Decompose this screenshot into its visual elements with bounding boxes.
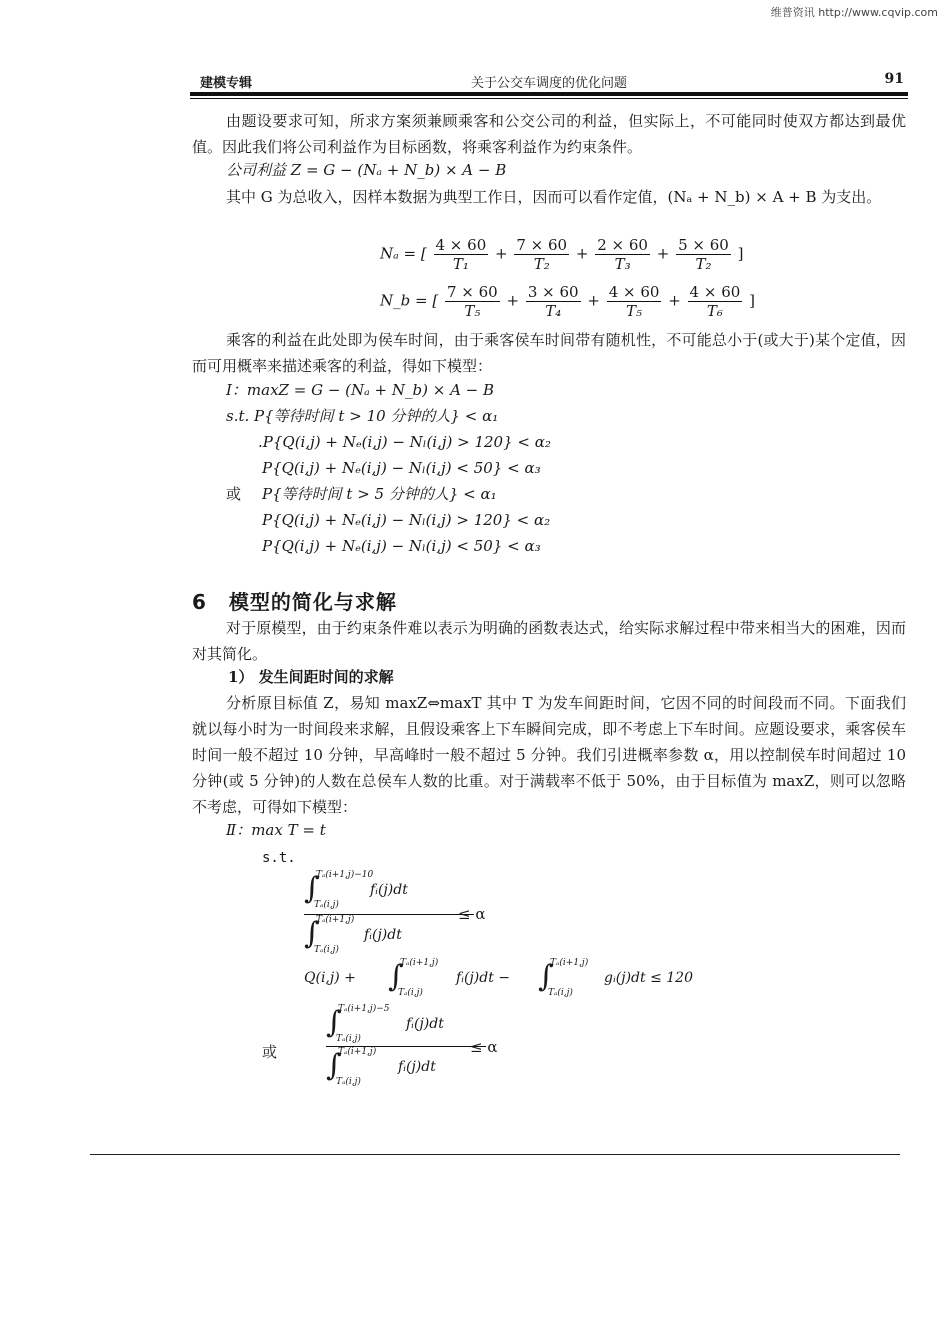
journal-section: 建模专辑 (200, 76, 253, 91)
section-heading (192, 586, 397, 615)
paragraph-simplify: 对于原模型，由于约束条件难以表示为明确的函数表达式，给实际求解过程中带来相当大的困难，因而对其简化。 (192, 619, 906, 663)
paragraph-passenger: 乘客的利益在此处即为侯车时间，由于乘客侯车时间带有随机性，不可能总小于(或大于)某个定值，因而可用概率来描述乘客的利益，得如下模型： (192, 331, 906, 375)
model2-leq-alpha-2: ≤ α (470, 1038, 498, 1056)
watermark: 维普资讯 http://www.cqvip.com (770, 6, 938, 19)
subsection-heading: 1） 发生间距时间的求解 (228, 668, 394, 686)
section-title: 模型的简化与求解 (228, 590, 397, 614)
paragraph-interval: 分析原目标值 Z，易知 maxZ⇔maxT 其中 T 为发车间距时间，它因不同的时间段而不同。下面我们就以每小时为一时间段来求解，且假设乘客上下车瞬间完成，即不考虑上下车时间。应题设要求，乘客侯车时间一般不超过 10 分钟，早高峰时一般不超过 5 分钟。我们引进概率参数 α，用以控制侯车时间超过 10 分钟(或 5 分钟)的人数在总侯车人数的比重。对于满载率不低于 50%，由于目标值为 maxZ，则可以忽略不考虑，可得如下模型： (192, 694, 906, 816)
model2-st: s.t. (262, 850, 296, 866)
page-number: 91 (884, 71, 904, 87)
footer-rule (90, 1154, 900, 1155)
model1-constraint-3: P{Q(i,j) + Nₑ(i,j) − Nₗ(i,j) < 50} < α₃ (262, 459, 541, 477)
model1-objective: I：maxZ = G − (Nₐ + N_b) × A − B (226, 381, 495, 399)
model2-fraction-2: ∫ Tₐ(i+1,j)−5 Tₐ(i,j) fᵢ(j)dt ∫ Tₐ(i+1,j) Tₐ(i,j) fᵢ(j)dt (326, 1004, 486, 1091)
model2-leq-alpha-1: ≤ α (458, 905, 486, 923)
model1-constraint-2: .P{Q(i,j) + Nₑ(i,j) − Nₗ(i,j) > 120} < α₂ (258, 433, 551, 451)
paragraph-income: 其中 G 为总收入，因样本数据为典型工作日，因而可以看作定值，(Nₐ + N_b) × A + B 为支出。 (226, 188, 882, 206)
model2-or: 或 (262, 1043, 278, 1061)
model1-constraint-5: P{Q(i,j) + Nₑ(i,j) − Nₗ(i,j) > 120} < α₂ (262, 511, 551, 529)
section-number: 6 (192, 590, 207, 614)
article-title: 关于公交车调度的优化问题 (470, 76, 627, 91)
profit-formula: 公司利益 Z = G − (Nₐ + N_b) × A − B (226, 161, 507, 179)
model2-fraction-1: ∫ Tₐ(i+1,j)−10 Tₐ(i,j) fᵢ(j)dt ∫ Tₐ(i+1,j) Tₐ(i,j) fᵢ(j)dt (304, 870, 474, 959)
running-header (190, 64, 908, 94)
model2-load-constraint: Q(i,j) + ∫ Tₐ(i+1,j) Tₐ(i,j) fᵢ(j)dt − ∫ Tₐ(i+1,j) Tₐ(i,j) gᵢ(j)dt ≤ 120 (304, 958, 693, 998)
model1-constraint-1: s.t. P{等待时间 t > 10 分钟的人} < α₁ (226, 407, 499, 425)
model1-or: 或 (226, 485, 242, 503)
equation-nb: N_b = [ $\frac{7 \times 60}{\text{T₅}}$ + $\frac{3 \times 60}{\text{T₄}}$ + $\frac{4 \times 60}{\text{T₅}}$ + $\frac{4 \times 60}{\text{T₆}}$ ] (380, 283, 755, 320)
model1-constraint-6: P{Q(i,j) + Nₑ(i,j) − Nₗ(i,j) < 50} < α₃ (262, 537, 541, 555)
paragraph-objective: 由题设要求可知，所求方案须兼顾乘客和公交公司的利益，但实际上，不可能同时使双方都达到最优值。因此我们将公司利益作为目标函数，将乘客利益作为约束条件。 (192, 112, 906, 156)
header-rule-thin (190, 98, 908, 99)
model1-constraint-4: P{等待时间 t > 5 分钟的人} < α₁ (262, 485, 497, 503)
equation-na: Nₐ = [ $\frac{4 \times 60}{\text{T₁}}$ + $\frac{7 \times 60}{\text{T₂}}$ + $\frac{2 \times 60}{\text{T₃}}$ + $\frac{5 \times 60}{\text{T₂}}$ ] (380, 236, 744, 273)
header-rule-thick (190, 92, 908, 96)
model2-objective: Ⅱ：max T = t (226, 821, 326, 839)
